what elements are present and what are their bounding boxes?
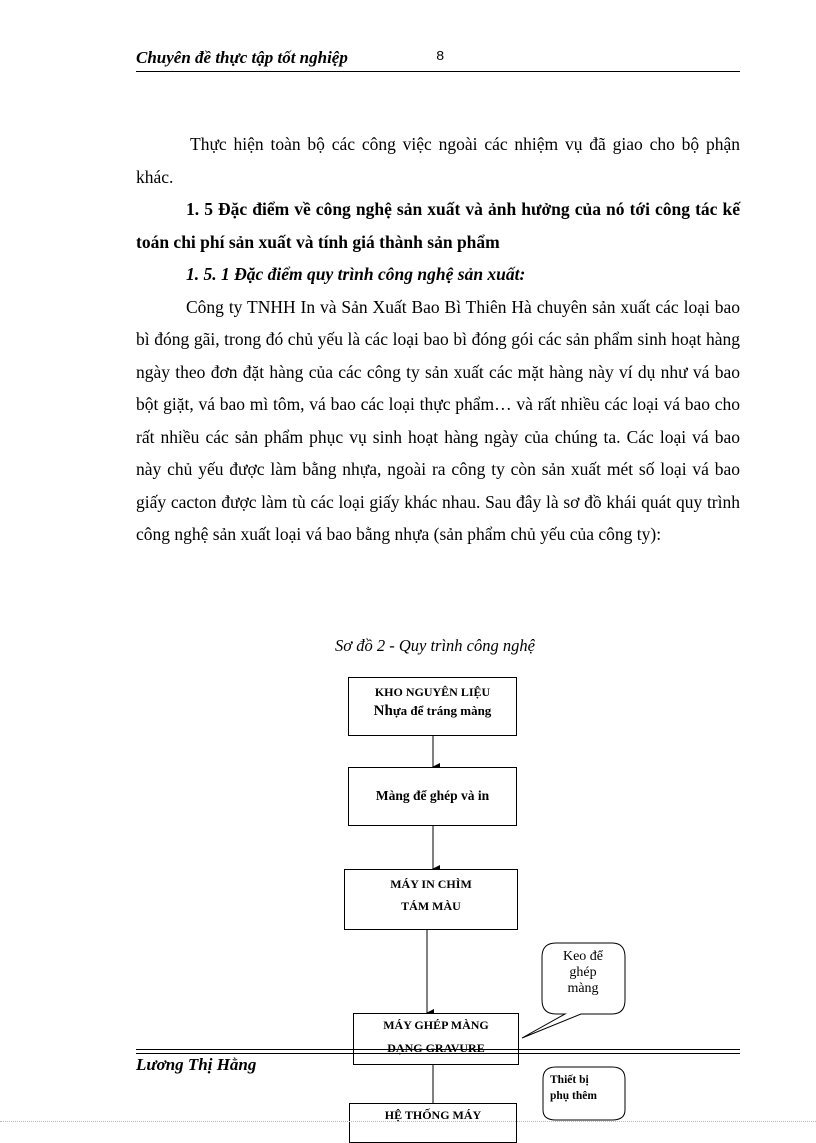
box4-line1: MÁY GHÉP MÀNG [383,1018,489,1032]
box5-line1: HỆ THỐNG MÁY [384,1108,482,1122]
box4-line2: DẠNG GRAVURE [387,1041,485,1055]
footer-rule-bottom [136,1053,740,1054]
main-paragraph: Công ty TNHH In và Sản Xuất Bao Bì Thiên Hà chuyên sản xuất các loại bao bì đóng gãi, trong đó chủ yếu là các loại bao bì đóng gói các sản phẩm sinh hoạt hàng ngày theo đơn đặt hàng của các công ty sản xuất các mặt hàng này ví dụ như vá bao bột giặt, vá bao mì tôm, vá bao các loại thực phẩm… và rất nhiều các loại vá bao cho rất nhiều các sản phẩm phục vụ sinh hoạt hàng ngày của chúng ta. Các loại vá bao này chủ yếu được làm bằng nhựa, ngoài ra công ty còn sản xuất mét số loại vá bao giấy cacton được làm tù các loại giấy khác nhau. Sau đây là sơ đồ khái quát quy trình công nghệ sản xuất loại vá bao bằng nhựa (sản phẩm chủ yếu của công ty): [136,296,740,544]
flow-box-gravure-printer [344,869,518,930]
box3-line1: MÁY IN CHÌM [390,877,472,891]
page-number: 8 [436,49,445,65]
flow-box-film-for-laminating [348,767,517,826]
callout-glue-text: Keo để ghép màng [562,949,604,996]
intro-paragraph: Thực hiện toàn bộ các công việc ngoài các nhiệm vụ đã giao cho bộ phận khác. [136,134,740,187]
header-title: Chuyên đề thực tập tốt nghiệp [136,48,348,67]
footer-rule-top [136,1049,740,1050]
section-heading: 1. 5 Đặc điểm về công nghệ sản xuất và ảnh hưởng của nó tới công tác kế toán chi phí sản xuất và tính giá thành sản phẩm [136,199,740,252]
flow-box-laminating-machine [353,1013,519,1065]
box1-line2: Nhựa để tráng màng [373,703,492,719]
box2-label: Màng để ghép và in [375,788,490,803]
box3-line2: TÁM MÀU [401,899,461,913]
callout-equipment-text: Thiết bị phụ thêm [550,1074,597,1102]
subsection-heading: 1. 5. 1 Đặc điểm quy trình công nghệ sản xuất: [186,264,526,284]
diagram-caption: Sơ đồ 2 - Quy trình công nghệ [335,636,535,655]
footer-author: Lương Thị Hằng [136,1055,257,1074]
flow-box-raw-material-store [348,677,517,736]
box1-line1: KHO NGUYÊN LIỆU [374,685,491,699]
flow-box-machine-system [349,1103,517,1143]
page-bottom-edge [0,1121,816,1122]
